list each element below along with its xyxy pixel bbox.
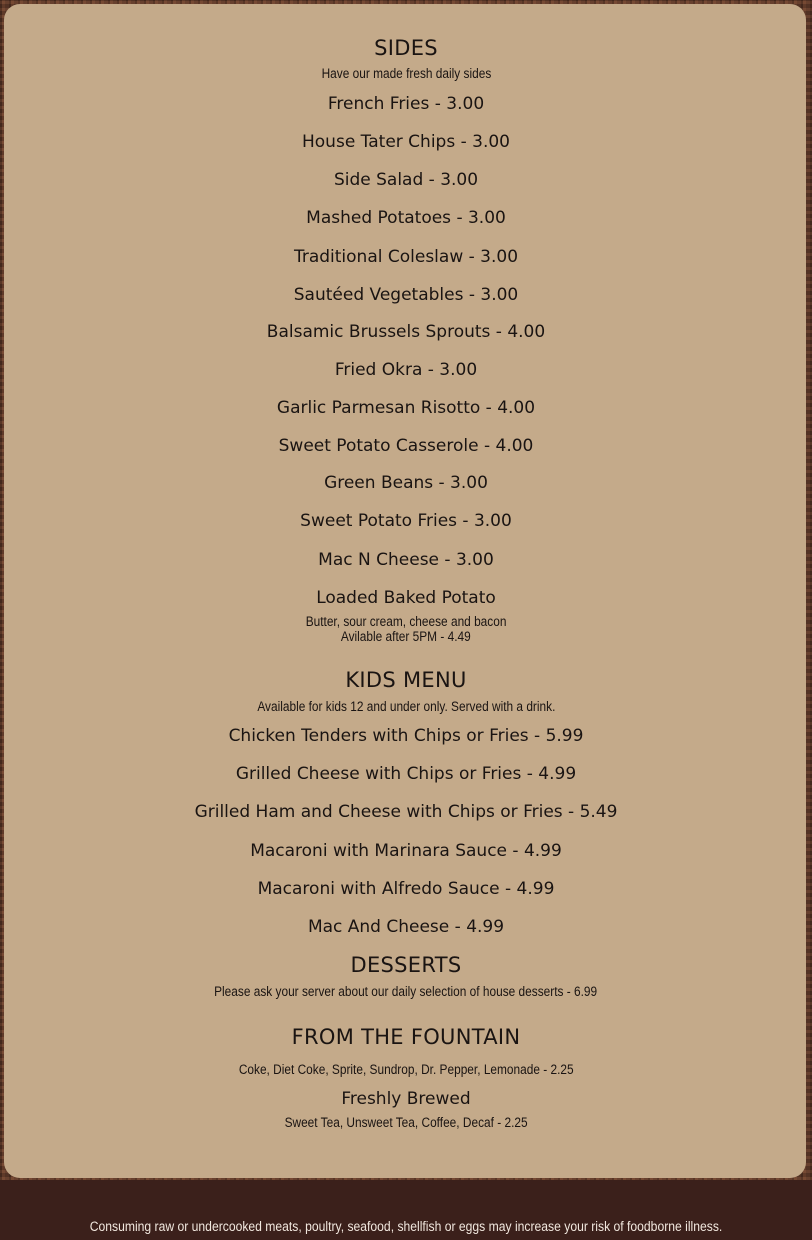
freshly-brewed-items: Sweet Tea, Unsweet Tea, Coffee, Decaf - 2.25 <box>284 1115 528 1130</box>
desserts-note: Please ask your server about our daily selection of house desserts - 6.99 <box>214 984 598 999</box>
list-item: Balsamic Brussels Sprouts - 4.00 <box>266 322 546 342</box>
list-item: Macaroni with Alfredo Sauce - 4.99 <box>257 879 555 899</box>
list-item: Mac And Cheese - 4.99 <box>307 917 505 937</box>
fountain-drinks: Coke, Diet Coke, Sprite, Sundrop, Dr. Pepper, Lemonade - 2.25 <box>238 1062 574 1077</box>
list-item: Sweet Potato Casserole - 4.00 <box>278 436 534 456</box>
list-item: Green Beans - 3.00 <box>324 473 488 493</box>
kids-menu-title: KIDS MENU <box>345 668 467 692</box>
sides-title: SIDES <box>374 36 438 60</box>
list-item: Fried Okra - 3.00 <box>334 360 478 380</box>
loaded-potato-availability: Avilable after 5PM - 4.49 <box>341 629 471 644</box>
list-item: Traditional Coleslaw - 3.00 <box>293 247 519 267</box>
sides-subtitle: Have our made fresh daily sides <box>321 66 491 81</box>
loaded-potato-name: Loaded Baked Potato <box>316 588 496 608</box>
loaded-potato-desc: Butter, sour cream, cheese and bacon <box>305 614 507 629</box>
list-item: Mashed Potatoes - 3.00 <box>306 208 506 228</box>
food-safety-disclaimer: Consuming raw or undercooked meats, poultry, seafood, shellfish or eggs may increase your risk of foodborne illness. <box>89 1219 723 1234</box>
kids-menu-subtitle: Available for kids 12 and under only. Served with a drink. <box>256 699 556 714</box>
list-item: Sweet Potato Fries - 3.00 <box>300 511 512 531</box>
freshly-brewed-title: Freshly Brewed <box>341 1089 471 1109</box>
list-item: House Tater Chips - 3.00 <box>302 132 510 152</box>
list-item: Mac N Cheese - 3.00 <box>318 550 494 570</box>
list-item: Chicken Tenders with Chips or Fries - 5.99 <box>228 726 584 746</box>
list-item: French Fries - 3.00 <box>327 94 485 114</box>
list-item: Sautéed Vegetables - 3.00 <box>293 285 519 305</box>
list-item: Macaroni with Marinara Sauce - 4.99 <box>250 841 562 861</box>
list-item: Grilled Ham and Cheese with Chips or Fries - 5.49 <box>194 802 618 822</box>
fountain-title: FROM THE FOUNTAIN <box>291 1025 521 1049</box>
list-item: Grilled Cheese with Chips or Fries - 4.99 <box>235 764 577 784</box>
list-item: Garlic Parmesan Risotto - 4.00 <box>276 398 536 418</box>
list-item: Side Salad - 3.00 <box>333 170 479 190</box>
desserts-title: DESSERTS <box>350 953 462 977</box>
